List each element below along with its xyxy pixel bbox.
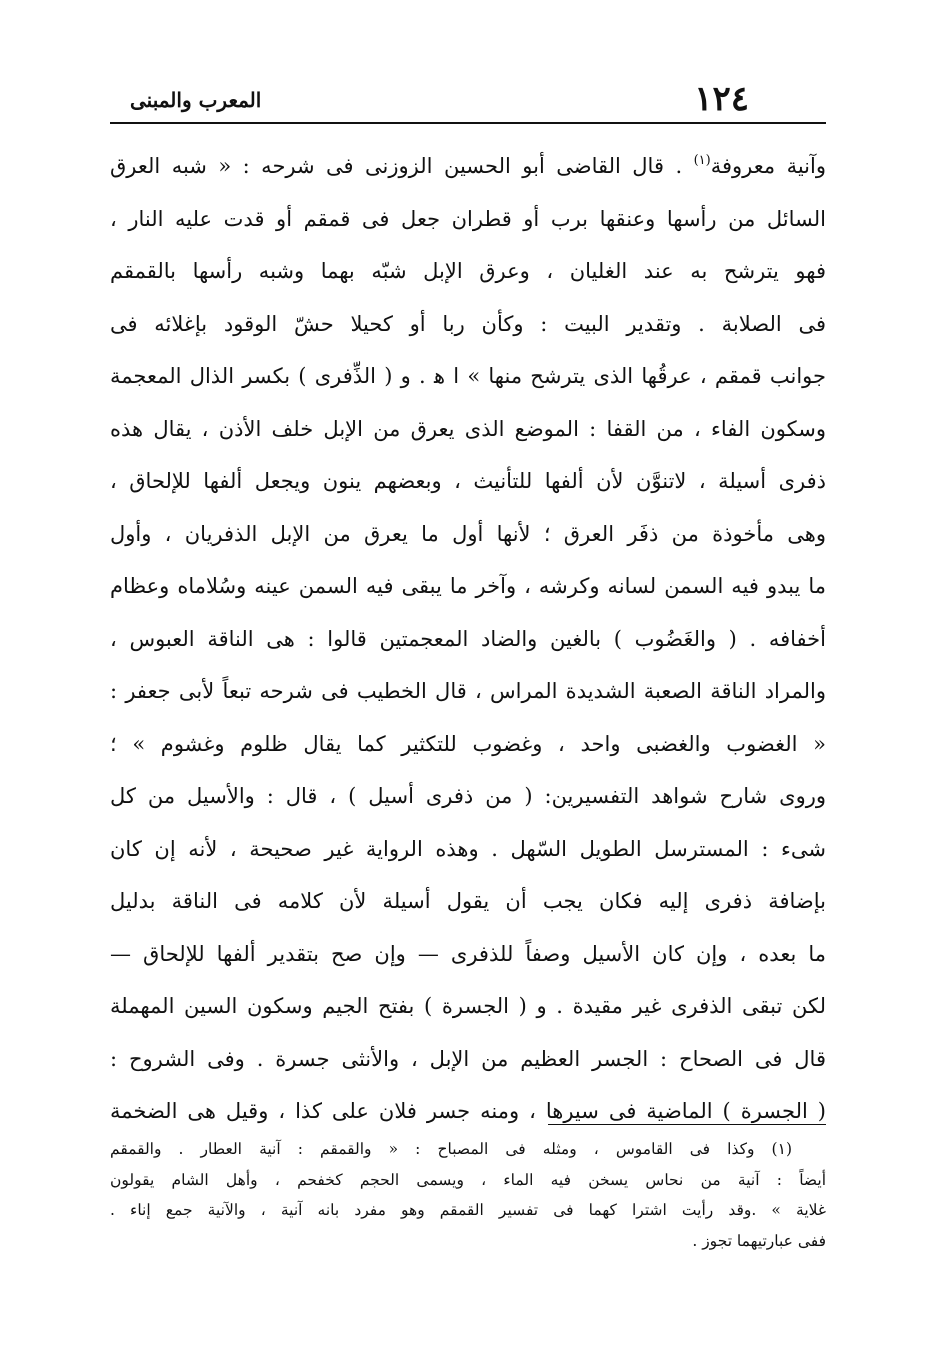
footnote: [110, 1134, 826, 1256]
text-line: « الغضوب والغضبى واحد ، وغضوب للتكثير كما يقال ظلوم وغشوم » ؛: [110, 731, 826, 756]
text-line: بإضافة ذفرى إليه فكان يجب أن يقول أسيلة لأن كلامه فى الناقة بدليل: [110, 889, 826, 913]
text-fragment: وآنية معروفة: [710, 154, 826, 178]
running-title: المعرب والمبنى: [130, 88, 262, 112]
footnote-reference: (١): [693, 153, 711, 168]
header-rule: [110, 122, 826, 124]
text-line: قال فى الصحاح : الجسر العظيم من الإبل ، والأنثى جسرة . وفى الشروح :: [110, 1046, 826, 1071]
text-line: السائل من رأسها وعنقها برب أو قطران جعل فى قمقم أو قدت عليه النار ،: [110, 206, 826, 231]
text-line: وسكون الفاء ، من القفا : الموضع الذى يعرق من الإبل خلف الأذن ، يقال هذه: [110, 416, 826, 441]
text-line: وهى مأخوذة من ذفَر العرق ؛ لأنها أول ما يعرق من الإبل الذفريان ، وأول: [110, 521, 826, 546]
footnote-line: أيضاً : آنية من نحاس يسخن فيه الماء ، ويسمى الحجم كخفحم ، وأهل الشام يقولون: [110, 1170, 826, 1189]
footnote-line: (١) وكذا فى القاموس ، ومثله فى المصباح : « والقمقم : آنية العطار . والقمقم: [110, 1140, 792, 1158]
text-line: وروى شارح شواهد التفسيرين: ( من ذفرى أسيل ) ، قال : والأسيل من كل: [110, 784, 826, 808]
text-line: فهو يترشح به عند الغليان ، وعرق الإبل شبّه بهما وشبه رأسها بالقمقم: [110, 259, 826, 283]
text-line: ذفرى أسيلة ، لاتنوَّن لأن ألفها للتأنيث ، وبعضهم ينون ويجعل ألفها للإلحاق ،: [110, 469, 826, 493]
page-number: ١٢٤: [694, 79, 749, 119]
text-line: شىء : المسترسل الطويل السّهل . وهذه الرواية غير صحيحة ، لأنه إن كان: [110, 836, 826, 861]
text-line: فى الصلابة . وتقدير البيت : وكأن ربا أو كحيلا حشّ الوقود بإغلائه فى: [110, 311, 826, 336]
main-text: [110, 140, 826, 1138]
text-fragment: . قال القاضى أبو الحسين الزوزنى فى شرحه : « شبه العرق: [110, 154, 694, 178]
text-line: ( الجسرة ) الماضية فى سيرها ، ومنه جسر فلان على كذا ، وقيل هى الضخمة: [110, 1099, 826, 1123]
footnote-rule: [548, 1124, 826, 1125]
text-line: ما يبدو فيه السمن لسانه وكرشه ، وآخر ما يبقى فيه السمن عينه وسُلاماه وعظام: [110, 574, 826, 598]
text-line: ما بعده ، وإن كان الأسيل وصفاً للذفرى — وإن صح بتقدير ألفها للإلحاق —: [110, 941, 826, 966]
text-line: [110, 140, 826, 193]
text-line: أخفافه . ( والغَضُوب ) بالغين والضاد المعجمتين قالوا : هى الناقة العبوس ،: [110, 626, 826, 651]
text-line: لكن تبقى الذفرى غير مقيدة . و ( الجسرة ) بفتح الجيم وسكون السين المهملة: [110, 994, 826, 1018]
footnote-line: ففى عبارتيهما تجوز .: [692, 1231, 826, 1250]
running-head: [110, 79, 827, 122]
footnote-line: غلاية » .وقد رأيت اشترا كهما فى تفسير القمقم وهو مفرد بانه آنية ، والآنية جمع إناء .: [110, 1201, 826, 1219]
text-line: جوانب قمقم ، عرقُها الذى يترشح منها » ا ﻫ . و ( الذِّفرى ) بكسر الذال المعجمة: [110, 364, 826, 388]
text-line: والمراد الناقة الصعبة الشديدة المراس ، قال الخطيب فى شرحه تبعاً لأبى جعفر :: [110, 679, 826, 703]
